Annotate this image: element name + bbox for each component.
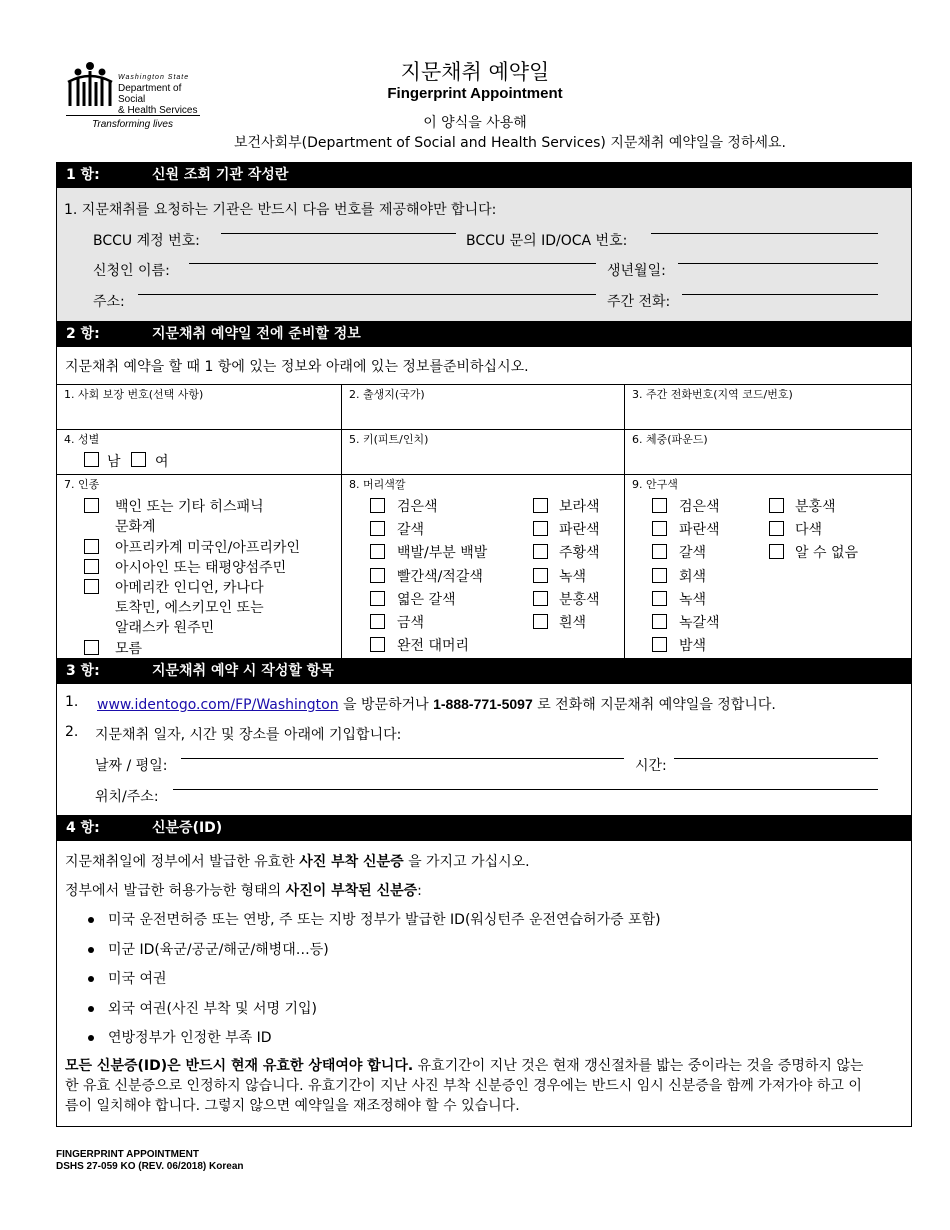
eye-color-option-label: 다색 xyxy=(795,522,823,539)
address-field[interactable] xyxy=(138,294,596,295)
bccu-account-label: BCCU 계정 번호: xyxy=(93,233,200,249)
race-option: 백인 또는 기타 히스패닉 xyxy=(115,499,264,515)
day-phone-label: 주간 전화: xyxy=(607,294,671,310)
bullet-icon xyxy=(88,976,94,982)
eye-color-option-checkbox[interactable] xyxy=(652,591,667,606)
hair-color-label: 8. 머리색깔 xyxy=(349,478,406,491)
race-unknown-checkbox[interactable] xyxy=(84,640,99,655)
eye-color-option-checkbox[interactable] xyxy=(652,544,667,559)
day-phone-field[interactable] xyxy=(682,294,878,295)
gender-male-label: 남 xyxy=(107,454,121,470)
applicant-name-field[interactable] xyxy=(189,263,596,264)
race-asian-checkbox[interactable] xyxy=(84,559,99,574)
hair-color-option-checkbox[interactable] xyxy=(370,614,385,629)
footer-form-name: FINGERPRINT APPOINTMENT xyxy=(56,1149,199,1160)
title-english: Fingerprint Appointment xyxy=(387,85,563,102)
eye-color-option-checkbox[interactable] xyxy=(652,568,667,583)
hair-color-option-label: 검은색 xyxy=(397,499,438,515)
eye-color-option-checkbox[interactable] xyxy=(652,521,667,536)
eye-color-label: 9. 안구색 xyxy=(632,478,678,491)
hair-color-option-checkbox[interactable] xyxy=(533,568,548,583)
hair-color-option-label: 녹색 xyxy=(559,568,587,585)
race-option: 알래스카 원주민 xyxy=(115,620,215,636)
subtitle-line1: 이 양식을 사용해 xyxy=(423,115,527,131)
eye-color-option-label: 파란색 xyxy=(679,522,720,539)
time-field[interactable] xyxy=(674,758,878,759)
bccu-account-field[interactable] xyxy=(221,233,456,234)
hair-color-option-label: 빨간색/적갈색 xyxy=(397,568,483,585)
race-native-checkbox[interactable] xyxy=(84,579,99,594)
day-phone-number-label: 3. 주간 전화번호(지역 코드/번호) xyxy=(632,388,793,401)
date-label: 날짜 / 평일: xyxy=(95,758,168,774)
eye-color-option-checkbox[interactable] xyxy=(769,521,784,536)
bccu-inquiry-field[interactable] xyxy=(651,233,878,234)
item1-number: 1. xyxy=(65,694,79,710)
section4-line1: 지문채취일에 정부에서 발급한 유효한 사진 부착 신분증 을 가지고 가십시오. xyxy=(65,854,530,870)
item2-text: 지문채취 일자, 시간 및 장소를 아래에 기입합니다: xyxy=(95,727,402,743)
eye-color-option-label: 분홍색 xyxy=(795,499,836,515)
time-label: 시간: xyxy=(635,758,667,774)
eye-color-option-checkbox[interactable] xyxy=(652,637,667,652)
hair-color-option-label: 파란색 xyxy=(559,522,600,539)
dob-field[interactable] xyxy=(678,263,878,264)
eye-color-option-label: 갈색 xyxy=(679,545,707,562)
hair-color-option-checkbox[interactable] xyxy=(370,591,385,606)
section3-header: 3 항: 지문채취 예약 시 작성할 항목 xyxy=(56,658,912,684)
eye-color-option-label: 회색 xyxy=(679,568,707,585)
gender-female-label: 여 xyxy=(155,454,169,470)
race-white-checkbox[interactable] xyxy=(84,498,99,513)
hair-color-option-checkbox[interactable] xyxy=(370,568,385,583)
gender-label: 4. 성별 xyxy=(64,433,100,446)
hair-color-option-checkbox[interactable] xyxy=(533,544,548,559)
hair-color-option-label: 흰색 xyxy=(559,615,587,631)
eye-color-option-checkbox[interactable] xyxy=(652,614,667,629)
race-label: 7. 인종 xyxy=(64,478,100,491)
accepted-id-item: 미국 운전면허증 또는 연방, 주 또는 지방 정부가 발급한 ID(워싱턴주 운전연습허가증 포함) xyxy=(108,912,661,928)
race-option: 아시아인 또는 태평양섬주민 xyxy=(115,560,287,576)
race-option: 문화계 xyxy=(115,519,156,535)
eye-color-option-checkbox[interactable] xyxy=(769,498,784,513)
date-field[interactable] xyxy=(181,758,624,759)
gender-female-checkbox[interactable] xyxy=(131,452,146,467)
race-option: 모름 xyxy=(115,641,143,657)
accepted-id-item: 연방정부가 인정한 부족 ID xyxy=(108,1030,272,1046)
location-field[interactable] xyxy=(173,789,878,790)
race-option: 아프리카계 미국인/아프리카인 xyxy=(115,540,300,556)
logo-tagline: Transforming lives xyxy=(92,119,173,130)
weight-label: 6. 체중(파운드) xyxy=(632,433,708,446)
item1-text: www.identogo.com/FP/Washington 을 방문하거나 1-888-771-5097 로 전화해 지문채취 예약일을 정합니다. xyxy=(97,696,776,713)
bullet-icon xyxy=(88,1035,94,1041)
accepted-id-item: 미국 여권 xyxy=(108,971,167,987)
eye-color-option-checkbox[interactable] xyxy=(652,498,667,513)
eye-color-option-label: 녹색 xyxy=(679,591,707,608)
eye-color-option-checkbox[interactable] xyxy=(769,544,784,559)
hair-color-option-label: 주황색 xyxy=(559,545,600,562)
hair-color-option-checkbox[interactable] xyxy=(533,591,548,606)
height-label: 5. 키(피트/인치) xyxy=(349,433,429,446)
hair-color-option-checkbox[interactable] xyxy=(533,521,548,536)
eye-color-option-label: 알 수 없음 xyxy=(795,545,858,562)
subtitle-line2: 보건사회부(Department of Social and Health Services) 지문채취 예약일을 정하세요. xyxy=(234,135,786,151)
eye-color-option-label: 밤색 xyxy=(679,638,707,655)
section4-header: 4 항: 신분증(ID) xyxy=(56,815,912,841)
birthplace-label: 2. 출생지(국가) xyxy=(349,388,425,401)
race-option: 토착민, 에스키모인 또는 xyxy=(115,600,264,616)
race-african-checkbox[interactable] xyxy=(84,539,99,554)
hair-color-option-checkbox[interactable] xyxy=(533,498,548,513)
accepted-id-item: 미군 ID(육군/공군/해군/해병대…등) xyxy=(108,941,329,958)
section4-line2: 정부에서 발급한 허용가능한 형태의 사진이 부착된 신분증: xyxy=(65,883,422,899)
address-label: 주소: xyxy=(93,294,125,310)
accepted-id-item: 외국 여권(사진 부착 및 서명 기입) xyxy=(108,1000,317,1017)
hair-color-option-label: 엷은 갈색 xyxy=(397,591,456,608)
id-validity-paragraph: 모든 신분증(ID)은 반드시 현재 유효한 상태여야 합니다. 유효기간이 지난 것은 현재 갱신절차를 밟는 중이라는 것을 증명하지 않는 한 유효 신분증으로 인정하지 않습니다. 유효기간이 지난 사진 부착 신분증인 경우에는 반드시 임시 신분증을 함께 가져가야 하고 이름이 일치해야 합니다. 그렇지 않으면 예약일을 재조정해야 할 수 있습니다. xyxy=(65,1058,864,1114)
bullet-icon xyxy=(88,947,94,953)
footer-form-number: DSHS 27-059 KO (REV. 06/2018) Korean xyxy=(56,1161,244,1172)
race-option: 아메리칸 인디언, 카나다 xyxy=(115,580,264,596)
title-korean: 지문채취 예약일 xyxy=(400,60,550,84)
hair-color-option-checkbox[interactable] xyxy=(370,637,385,652)
hair-color-option-checkbox[interactable] xyxy=(370,521,385,536)
hair-color-option-label: 갈색 xyxy=(397,522,425,539)
dob-label: 생년월일: xyxy=(607,263,666,279)
eye-color-option-label: 검은색 xyxy=(679,499,720,515)
gender-male-checkbox[interactable] xyxy=(84,452,99,467)
section1-header: 1 항: 신원 조회 기관 작성란 xyxy=(56,162,912,188)
hair-color-option-label: 보라색 xyxy=(559,499,600,515)
item2-number: 2. xyxy=(65,724,79,740)
hair-color-option-label: 금색 xyxy=(397,615,425,631)
hair-color-option-checkbox[interactable] xyxy=(370,498,385,513)
applicant-name-label: 신청인 이름: xyxy=(93,263,170,279)
phone-number: 1-888-771-5097 xyxy=(433,696,533,712)
section2-intro: 지문채취 예약을 할 때 1 항에 있는 정보와 아래에 있는 정보를준비하십시오. xyxy=(65,359,529,375)
hair-color-option-label: 백발/부분 백발 xyxy=(397,545,488,562)
eye-color-option-label: 녹갈색 xyxy=(679,615,720,631)
hair-color-option-label: 완전 대머리 xyxy=(397,638,470,655)
hair-color-option-checkbox[interactable] xyxy=(370,544,385,559)
ssn-label: 1. 사회 보장 번호(선택 사항) xyxy=(64,388,204,401)
identogo-link[interactable]: www.identogo.com/FP/Washington xyxy=(97,697,339,713)
bccu-inquiry-label: BCCU 문의 ID/OCA 번호: xyxy=(466,233,628,249)
section2-header: 2 항: 지문채취 예약일 전에 준비할 정보 xyxy=(56,321,912,347)
bullet-icon xyxy=(88,1006,94,1012)
logo-org-name: Washington State Department of Social & Health Services xyxy=(118,74,198,116)
hair-color-option-checkbox[interactable] xyxy=(533,614,548,629)
location-label: 위치/주소: xyxy=(95,789,159,805)
section1-intro: 1. 지문채취를 요청하는 기관은 반드시 다음 번호를 제공해야만 합니다: xyxy=(64,202,497,218)
hair-color-option-label: 분홍색 xyxy=(559,591,600,608)
bullet-icon xyxy=(88,917,94,923)
